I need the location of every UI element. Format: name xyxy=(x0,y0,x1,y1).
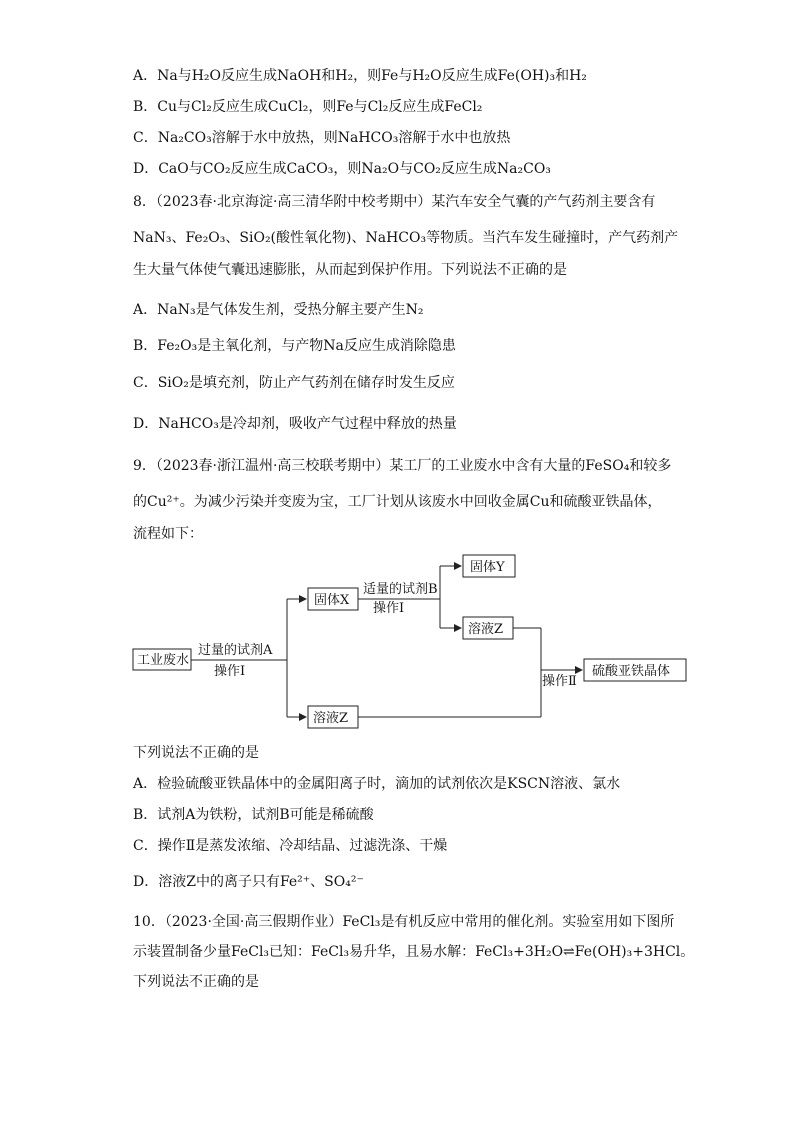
q9-stem-line-3: 流程如下： xyxy=(133,526,203,542)
q7-option-b: B．Cu与Cl₂反应生成CuCl₂，则Fe与Cl₂反应生成FeCl₂ xyxy=(133,99,483,115)
flow-product-label: 硫酸亚铁晶体 xyxy=(592,664,671,679)
q8-option-c: C．SiO₂是填充剂，防止产气药剂在储存时发生反应 xyxy=(133,375,455,391)
flow-box-solution-z-top xyxy=(463,617,513,639)
flow-reagent-a: 过量的试剂A xyxy=(198,643,273,658)
flow-solid-y-label: 固体Y xyxy=(470,560,505,575)
q8-option-b: B．Fe₂O₃是主氧化剂，与产物Na反应生成消除隐患 xyxy=(133,338,456,354)
q8-stem-line-3: 生大量气体使气囊迅速膨胀，从而起到保护作用。下列说法不正确的是 xyxy=(133,262,567,278)
flow-box-solution-z-bottom xyxy=(308,706,358,728)
q9-question: 下列说法不正确的是 xyxy=(133,745,259,761)
flow-start-label: 工业废水 xyxy=(137,653,190,668)
q9-option-d: D．溶液Z中的离子只有Fe²⁺、SO₄²⁻ xyxy=(133,874,364,890)
q8-stem-line-2: NaN₃、Fe₂O₃、SiO₂(酸性氧化物)、NaHCO₃等物质。当汽车发生碰撞时，产气药剂产 xyxy=(133,230,679,246)
q10-stem-line-3: 下列说法不正确的是 xyxy=(133,974,259,990)
flow-solid-x-label: 固体X xyxy=(314,593,350,608)
q9-stem-line-1: 9．（2023春·浙江温州·高三校联考期中）某工厂的工业废水中含有大量的FeSO₄和较多 xyxy=(133,458,672,474)
flow-solution-z-bottom-label: 溶液Z xyxy=(313,711,349,726)
flow-box-solid-x xyxy=(308,588,358,610)
flow-op1-b: 操作Ⅰ xyxy=(373,601,405,616)
q9-option-c: C．操作Ⅱ是蒸发浓缩、冷却结晶、过滤洗涤、干燥 xyxy=(133,838,448,854)
flow-op1-a: 操作Ⅰ xyxy=(214,664,246,679)
q7-option-a: A．Na与H₂O反应生成NaOH和H₂，则Fe与H₂O反应生成Fe(OH)₃和H₂ xyxy=(133,68,587,84)
q7-option-c: C．Na₂CO₃溶解于水中放热，则NaHCO₃溶解于水中也放热 xyxy=(133,130,511,146)
flow-box-start xyxy=(133,649,191,670)
flow-op2: 操作Ⅱ xyxy=(542,674,577,689)
q8-option-a: A．NaN₃是气体发生剂，受热分解主要产生N₂ xyxy=(133,302,424,318)
q9-option-b: B．试剂A为铁粉，试剂B可能是稀硫酸 xyxy=(133,807,374,823)
flow-box-solid-y xyxy=(463,555,515,577)
q9-option-a: A．检验硫酸亚铁晶体中的金属阳离子时，滴加的试剂依次是KSCN溶液、氯水 xyxy=(133,776,621,792)
q10-stem-line-1: 10．（2023·全国·高三假期作业）FeCl₃是有机反应中常用的催化剂。实验室用如下图所 xyxy=(133,914,675,930)
q9-stem-line-2: 的Cu²⁺。为减少污染并变废为宝，工厂计划从该废水中回收金属Cu和硫酸亚铁晶体， xyxy=(133,494,662,510)
q7-option-d: D．CaO与CO₂反应生成CaCO₃，则Na₂O与CO₂反应生成Na₂CO₃ xyxy=(133,161,551,177)
q10-stem-line-2: 示装置制备少量FeCl₃已知：FeCl₃易升华，且易水解：FeCl₃+3H₂O⇌Fe(OH)₃+3HCl。 xyxy=(133,944,695,960)
flow-solution-z-top-label: 溶液Z xyxy=(468,622,504,637)
q8-stem-line-1: 8．（2023春·北京海淀·高三清华附中校考期中）某汽车安全气囊的产气药剂主要含有 xyxy=(133,194,656,210)
q8-option-d: D．NaHCO₃是冷却剂，吸收产气过程中释放的热量 xyxy=(133,416,457,432)
flow-box-product xyxy=(584,659,686,681)
flow-reagent-b: 适量的试剂B xyxy=(363,582,438,597)
